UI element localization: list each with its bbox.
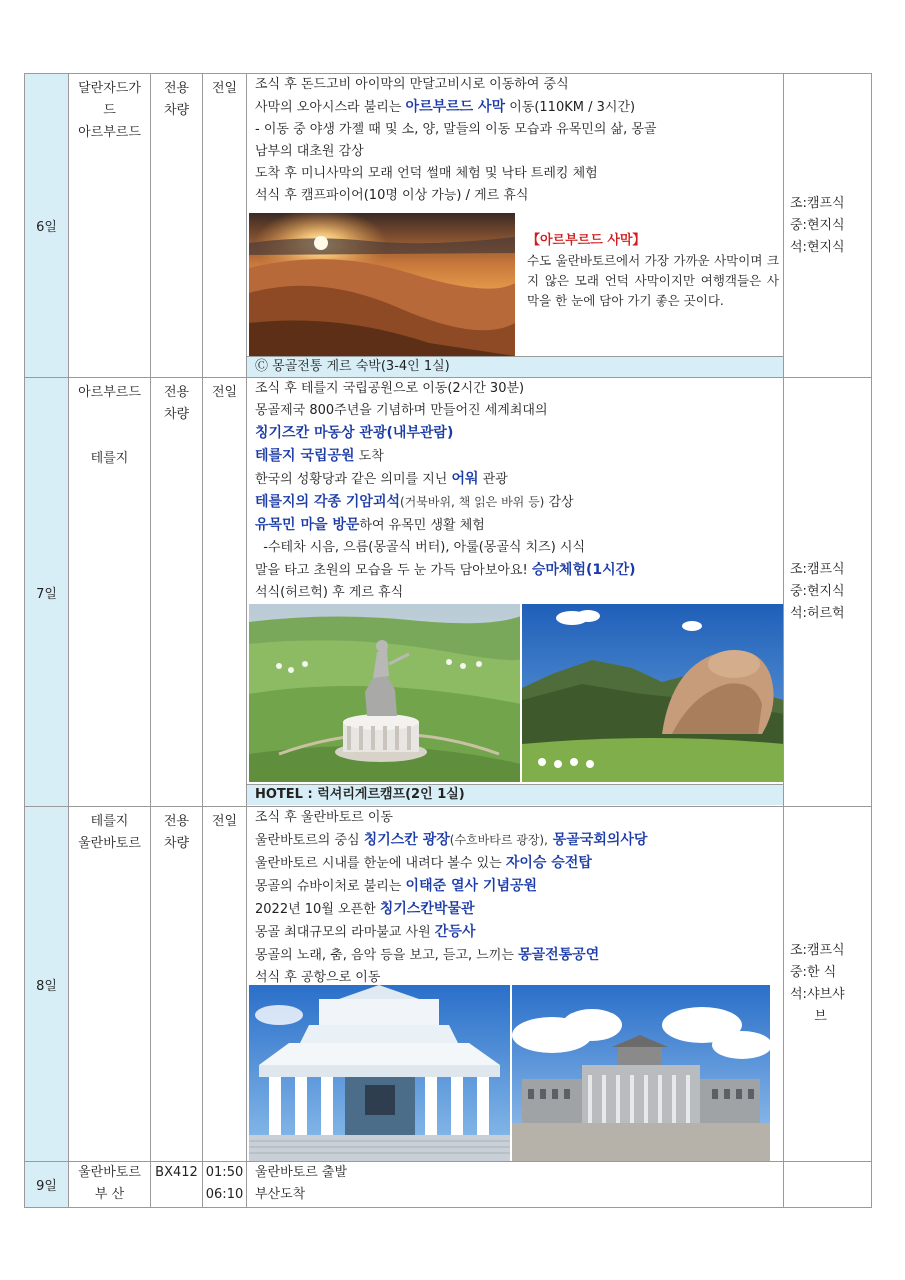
- transport-cell: [151, 74, 203, 378]
- place-name: 테를지: [90, 814, 129, 829]
- highlight-terelj: 테를지 국립공원: [255, 448, 355, 464]
- time-cell: [203, 74, 247, 378]
- desert-sunset-photo: [249, 213, 515, 356]
- meal-cell: [784, 74, 872, 378]
- place-cell: [69, 807, 151, 1162]
- transport-label: 전용: [163, 814, 190, 829]
- schedule-cell: [247, 1162, 784, 1208]
- itinerary-table: [24, 73, 872, 1208]
- schedule-cell: [247, 378, 784, 807]
- place-name: 아르부르드: [78, 125, 141, 140]
- time-cell: [203, 378, 247, 807]
- transport-label: 차량: [163, 407, 190, 422]
- schedule-line: [255, 852, 779, 875]
- schedule-line: 조식 후 테를지 국립공원으로 이동(2시간 30분): [255, 381, 525, 396]
- meal-line: 브: [814, 1009, 827, 1024]
- schedule-cell: [247, 74, 784, 378]
- time-label: 전일: [211, 81, 238, 96]
- transport-label: 차량: [163, 103, 190, 118]
- schedule-line: [255, 445, 779, 468]
- schedule-line: - 이동 중 야생 가젤 때 및 소, 양, 말들의 이동 모습과 유목민의 삶, 몽골: [255, 122, 657, 137]
- parliament-closeup-photo: [249, 985, 510, 1161]
- schedule-line: 석식(허르헉) 후 게르 휴식: [255, 585, 404, 600]
- place-name: 울란바토르: [78, 836, 141, 851]
- place-name: 달란자드가드: [78, 81, 141, 118]
- day-row-6: [25, 74, 872, 378]
- meal-cell: [784, 378, 872, 807]
- highlight-parliament: 몽골국회의사당: [547, 832, 648, 848]
- day-row-9: [25, 1162, 872, 1208]
- time-label: 01:50: [205, 1165, 244, 1180]
- schedule-line: 조식 후 돈드고비 아이막의 만달고비시로 이동하여 중식: [255, 77, 569, 92]
- day-label: 8일: [25, 807, 69, 1162]
- meal-line: 중:현지식: [790, 217, 845, 233]
- schedule-line: [255, 944, 779, 967]
- meal-cell: [784, 1162, 872, 1208]
- day-row-8: [25, 807, 872, 1162]
- meal-line: 조:캠프식: [790, 943, 845, 958]
- text: 몽골의 슈바이처로 불리는: [255, 879, 406, 894]
- highlight-statue: 칭기즈칸 마동상 관광(내부관람): [255, 425, 454, 441]
- schedule-cell: [247, 807, 784, 1162]
- desc-title: 【아르부르드 사막】: [527, 233, 646, 248]
- highlight-nomad-village: 유목민 마을 방문: [255, 517, 360, 533]
- text: 몽골 최대규모의 라마불교 사원: [255, 925, 435, 940]
- highlight-memorial-park: 이태준 열사 기념공원: [405, 878, 538, 894]
- text: (수흐바타르 광장),: [449, 833, 548, 847]
- transport-label: 차량: [163, 836, 190, 851]
- highlight-performance: 몽골전통공연: [518, 947, 600, 963]
- transport-cell: [151, 1162, 203, 1208]
- highlight-rocks: 테를지의 각종 기암괴석: [255, 494, 400, 510]
- time-cell: [203, 1162, 247, 1208]
- schedule-line: [255, 829, 779, 852]
- place-name: 테를지: [90, 451, 129, 466]
- schedule-line: [255, 514, 779, 537]
- schedule-line: [255, 875, 779, 898]
- transport-label: 전용: [163, 81, 190, 96]
- text: 관광: [478, 472, 508, 487]
- meal-line: 석:현지식: [790, 239, 845, 255]
- meal-line: 중:한 식: [790, 965, 837, 980]
- schedule-line: -수테차 시음, 으름(몽골식 버터), 아룰(몽골식 치즈) 시식: [255, 540, 586, 555]
- place-cell: [69, 74, 151, 378]
- day-label: 6일: [25, 74, 69, 378]
- schedule-line: 부산도착: [255, 1187, 306, 1202]
- highlight-ovoo: 어워: [451, 471, 479, 487]
- accommodation-footer: [247, 784, 783, 805]
- meal-cell: [784, 807, 872, 1162]
- transport-label: 전용: [163, 385, 190, 400]
- schedule-line: [255, 921, 779, 944]
- schedule-line: [255, 491, 779, 514]
- schedule-line: 석식 후 공항으로 이동: [255, 970, 381, 985]
- text: 한국의 성황당과 같은 의미를 지닌: [255, 472, 452, 487]
- schedule-line: 조식 후 울란바토르 이동: [255, 810, 393, 825]
- text: 몽골의 노래, 춤, 음악 등을 보고, 듣고, 느끼는: [255, 948, 519, 963]
- highlight-museum: 칭기스칸박물관: [379, 901, 475, 917]
- text: 감상: [544, 495, 574, 510]
- text: 말을 타고 초원의 모습을 두 눈 가득 담아보아요!: [255, 563, 532, 578]
- transport-cell: [151, 378, 203, 807]
- parliament-building-photo: [512, 985, 770, 1161]
- place-name: 울란바토르: [78, 1165, 141, 1180]
- schedule-line: [255, 559, 779, 582]
- time-cell: [203, 807, 247, 1162]
- schedule-line: 석식 후 캠프파이어(10명 이상 가능) / 게르 휴식: [255, 188, 529, 203]
- schedule-line: [255, 898, 779, 921]
- meal-line: 석:샤브샤: [790, 987, 845, 1002]
- text: 하여 유목민 생활 체험: [359, 518, 485, 533]
- schedule-line: 사막의 오아시스라 불리는 아르부르드 사막 이동(110KM / 3시간): [255, 99, 636, 115]
- footer-text: HOTEL : 럭셔리게르캠프(2인 1실): [255, 787, 465, 802]
- meal-line: 조:캠프식: [790, 195, 845, 211]
- text: 2022년 10월 오픈한: [255, 902, 380, 917]
- highlight-gandan: 간등사: [434, 924, 476, 940]
- transport-cell: [151, 807, 203, 1162]
- text: 도착: [354, 449, 384, 464]
- meal-line: 석:허르헉: [790, 606, 845, 621]
- schedule-line: 남부의 대초원 감상: [255, 144, 364, 159]
- place-name: 부 산: [94, 1187, 125, 1202]
- day-row-7: [25, 378, 872, 807]
- desc-body: 수도 울란바토르에서 가장 가까운 사막이며 크지 않은 모래 언덕 사막이지만 여행객들은 사막을 한 눈에 담아 가기 좋은 곳이다.: [527, 253, 779, 308]
- schedule-line: 도착 후 미니사막의 모래 언덕 썰매 체험 및 낙타 트레킹 체험: [255, 166, 598, 181]
- highlight-desert: 아르부르드 사막: [405, 99, 506, 115]
- schedule-line: [255, 468, 779, 491]
- text: (거북바위, 책 읽은 바위 등): [400, 495, 545, 509]
- day-label: 9일: [25, 1162, 69, 1208]
- turtle-rock-photo: [522, 604, 783, 782]
- accommodation-footer: Ⓒ 몽골전통 게르 숙박(3-4인 1실): [247, 356, 783, 377]
- time-label: 전일: [211, 814, 238, 829]
- place-cell: [69, 378, 151, 807]
- highlight-horse-riding: 승마체험(1시간): [531, 562, 636, 578]
- highlight-zaisan: 자이승 승전탑: [505, 855, 592, 871]
- place-cell: [69, 1162, 151, 1208]
- time-label: 06:10: [205, 1187, 244, 1202]
- schedule-line: 몽골제국 800주년을 기념하며 만들어진 세계최대의: [255, 403, 548, 418]
- flight-number: BX412: [155, 1165, 198, 1180]
- day-label: 7일: [25, 378, 69, 807]
- highlight-square: 칭기스칸 광장: [363, 832, 450, 848]
- schedule-line: 울란바토르 출발: [255, 1165, 348, 1180]
- schedule-line: [255, 422, 779, 445]
- meal-line: 조:캠프식: [790, 562, 845, 577]
- text: 울란바토르 시내를 한눈에 내려다 볼수 있는: [255, 856, 506, 871]
- place-name: 아르부르드: [78, 385, 141, 400]
- meal-line: 중:현지식: [790, 584, 845, 599]
- chinggis-statue-photo: [249, 604, 520, 782]
- time-label: 전일: [211, 385, 238, 400]
- text: 울란바토르의 중심: [255, 833, 364, 848]
